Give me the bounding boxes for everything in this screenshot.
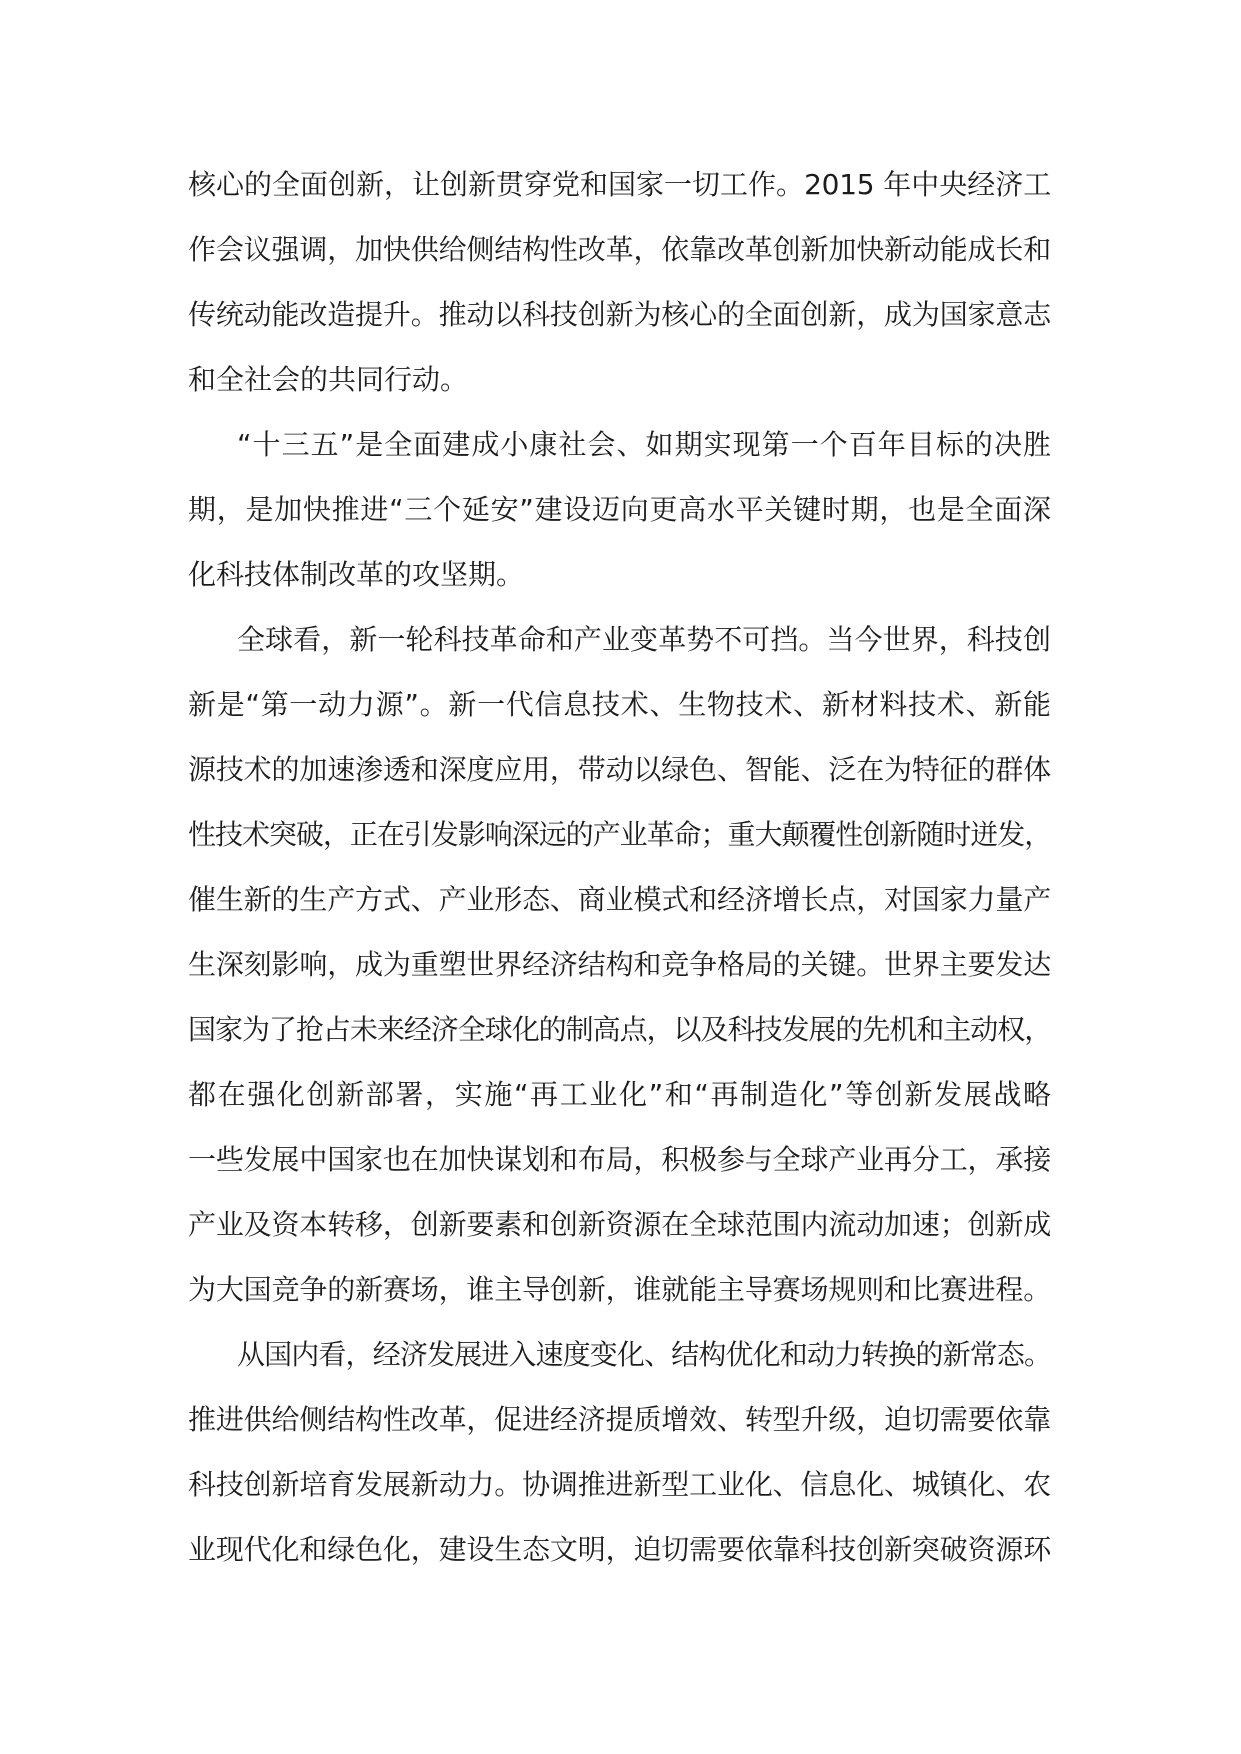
text-line: 科技创新培育发展新动力。协调推进新型工业化、信息化、城镇化、农 (188, 1468, 1051, 1501)
text-line: 期，是加快推进“三个延安”建设迈向更高水平关键时期，也是全面深 (188, 493, 1051, 526)
text-line: 催生新的生产方式、产业形态、商业模式和经济增长点，对国家力量产 (188, 883, 1051, 916)
text-line: 一些发展中国家也在加快谋划和布局，积极参与全球产业再分工，承接 (188, 1143, 1051, 1176)
text-line: 推进供给侧结构性改革，促进经济提质增效、转型升级，迫切需要依靠 (188, 1403, 1051, 1436)
text-line: 都在强化创新部署，实施“再工业化”和“再制造化”等创新发展战略 (188, 1078, 1051, 1111)
text-line: 国家为了抢占未来经济全球化的制高点，以及科技发展的先机和主动权， (188, 1013, 1051, 1046)
paragraph-innovation-summary (188, 152, 1051, 412)
text-line: 业现代化和绿色化，建设生态文明，迫切需要依靠科技创新突破资源环 (188, 1533, 1051, 1566)
text-line: “十三五”是全面建成小康社会、如期实现第一个百年目标的决胜 (237, 428, 1051, 461)
text-line: 和全社会的共同行动。 (188, 363, 469, 396)
text-line: 生深刻影响，成为重塑世界经济结构和竞争格局的关键。世界主要发达 (188, 948, 1051, 981)
text-line: 为大国竞争的新赛场，谁主导创新，谁就能主导赛场规则和比赛进程。 (188, 1273, 1051, 1306)
text-line: 全球看，新一轮科技革命和产业变革势不可挡。当今世界，科技创 (237, 623, 1051, 656)
text-line: 从国内看，经济发展进入速度变化、结构优化和动力转换的新常态。 (237, 1338, 1051, 1371)
text-line: 源技术的加速渗透和深度应用，带动以绿色、智能、泛在为特征的群体 (188, 753, 1051, 786)
text-line: 性技术突破，正在引发影响深远的产业革命；重大颠覆性创新随时迸发， (188, 818, 1051, 851)
text-line: 作会议强调，加快供给侧结构性改革，依靠改革创新加快新动能成长和 (188, 233, 1051, 266)
text-line: 化科技体制改革的攻坚期。 (188, 558, 525, 591)
text-line: 核心的全面创新，让创新贯穿党和国家一切工作。2015 年中央经济工 (188, 168, 1051, 201)
text-line: 传统动能改造提升。推动以科技创新为核心的全面创新，成为国家意志 (188, 298, 1051, 331)
text-line: 产业及资本转移，创新要素和创新资源在全球范围内流动加速；创新成 (188, 1208, 1051, 1241)
paragraph-thirteenth-five-year (188, 412, 1051, 607)
paragraph-domestic-view (188, 1322, 1051, 1582)
text-line: 新是“第一动力源”。新一代信息技术、生物技术、新材料技术、新能 (188, 688, 1051, 721)
paragraph-global-view (188, 607, 1051, 1322)
document-body (188, 152, 1051, 1582)
